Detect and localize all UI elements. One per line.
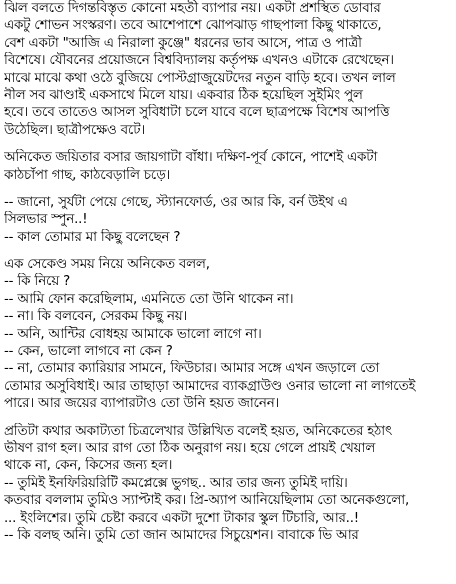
text-line: ... ইংলিশের। তুমি চেষ্টা করবে একটা দুশো টাকার স্কুল টিচারি, আর..! xyxy=(4,510,359,526)
text-line: -- কি নিয়ে ? xyxy=(4,274,71,290)
text-line: -- না, তোমার ক্যারিয়ার সামনে, ফিউচার। আমার সঙ্গে এখন জড়ালে তো xyxy=(4,361,380,377)
text-line: হবে। তবে তাতেও আসল সুবিধাটা চলে যাবে বলে ছাত্রপক্ষে বিশেষ আপত্তি xyxy=(4,105,390,121)
text-line: -- কি বলছ অনি। তুমি তো জান আমাদের সিচুয়েশন। বাবাকে ভি আর xyxy=(4,527,359,543)
text-line: -- তুমিই ইনফিরিয়রিটি কমপ্লেক্সে ভুগছ.. আর তার জন্য তুমিই দায়ি। xyxy=(4,475,348,491)
paragraph-gap xyxy=(4,246,450,256)
text-line: অনিকেত জয়িতার বসার জায়গাটা বাঁধা। দক্ষিণ-পূর্ব কোনে, পাশেই একটা xyxy=(4,150,378,166)
text-line: -- কেন, ভালো লাগবে না কেন ? xyxy=(4,344,173,360)
text-line: পারে। আর জয়ের ব্যাপারটাও তো উনি হয়ত জানেন। xyxy=(4,396,280,412)
text-line: উঠেছিল। ছাত্রীপক্ষেও বটে। xyxy=(4,122,145,138)
paragraph-jheel xyxy=(4,0,450,139)
paragraph-gap xyxy=(4,139,450,149)
text-line: বেশ একটা "আজি এ নিরালা কুঞ্জে" ধরনের ভাব আসে, পাত্র ও পাত্রী xyxy=(4,35,362,51)
text-line: সিলভার স্পুন..! xyxy=(4,212,88,228)
paragraph-gap xyxy=(4,184,450,194)
text-line: -- আমি ফোন করেছিলাম, এমনিতে তো উনি থাকেন না। xyxy=(4,291,294,307)
text-line: মাঝে মাঝে কথা ওঠে বুজিয়ে পোস্টগ্রাজুয়েটদের নতুন বাড়ি হবে। তখন লাল xyxy=(4,70,396,86)
paragraph-dialogue-1 xyxy=(4,194,450,246)
text-line: এক সেকেণ্ড সময় নিয়ে অনিকেত বলল, xyxy=(4,257,210,273)
text-line: -- জানো, সুর্যটা পেয়ে গেছে, স্ট্যানফোর্ড, ওর আর কি, বর্ন উইথ এ xyxy=(4,194,348,210)
paragraph-dialogue-3 xyxy=(4,423,450,545)
paragraph-seat xyxy=(4,149,450,184)
text-line: কতবার বললাম তুমিও স্যাপ্টাই কর। প্রি-অ্যাপ আনিয়েছিলাম তো অনেকগুলো, xyxy=(4,493,409,509)
paragraph-gap xyxy=(4,413,450,423)
text-line: বিশেষে। যৌবনের প্রয়োজনে বিশ্ববিদ্যালয় কর্তৃপক্ষ এখনও এটাকে রেখেছেন। xyxy=(4,53,394,69)
text-line: -- অনি, আন্টির বোধহয় আমাকে ভালো লাগে না। xyxy=(4,326,262,342)
text-line: -- কাল তোমার মা কিছু বলেছেন ? xyxy=(4,229,181,245)
text-line: প্রতিটা কথার অকাট্যতা চিত্রলেখার উল্লিখিত বলেই হয়ত, অনিকেতের হঠাৎ xyxy=(4,423,392,439)
text-line: -- না। কি বলবেন, সেরকম কিছু নয়। xyxy=(4,309,188,325)
text-line: ভীষণ রাগ হল। আর রাগ তো ঠিক অনুরাগ নয়। হয়ে গেলে প্রায়ই খেয়াল xyxy=(4,440,375,456)
paragraph-dialogue-2 xyxy=(4,256,450,413)
text-line: ঝিল বলতে দিগন্তবিস্তৃত কোনো মহতী ব্যাপার নয়। একটা প্রশস্থিত ডোবার xyxy=(4,1,381,16)
text-line: থাকে না, কেন, কিসের জন্য হল। xyxy=(4,458,173,474)
text-line: কাঠচাঁপা গাছ, কাঠবেড়ালি চড়ে। xyxy=(4,167,171,183)
text-line: নীল সব ঝাণ্ডাই একসাথে মিলে যায়। একবার ঠিক হয়েছিল সুইমিং পুল xyxy=(4,87,363,103)
text-line: তোমার অসুবিধাই। আর তাছাড়া আমাদের ব্যাকগ্রাউণ্ড ওনার ভালো না লাগতেই xyxy=(4,378,416,394)
text-line: একটু শোভন সংস্করণ। তবে আশেপাশে ঝোপঝাড় গাছপালা কিছু থাকাতে, xyxy=(4,18,382,34)
